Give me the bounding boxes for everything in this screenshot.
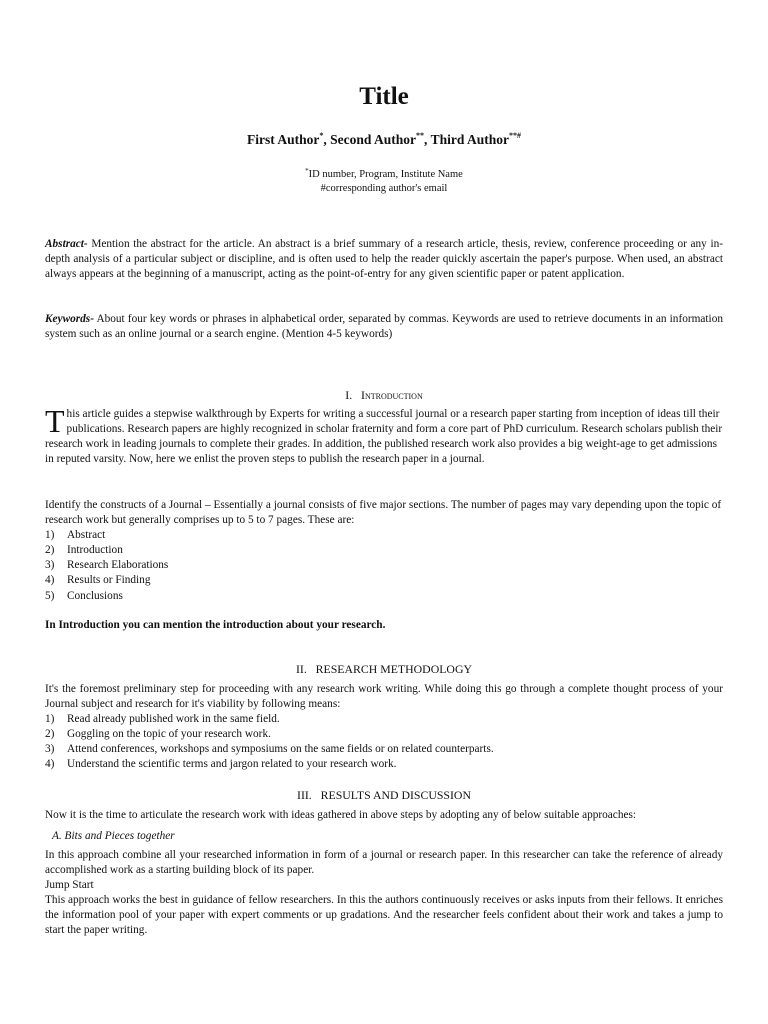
method-paragraph bbox=[45, 682, 723, 773]
section-number: III. bbox=[297, 788, 312, 802]
list-item bbox=[45, 528, 723, 543]
list-number: 4) bbox=[45, 574, 55, 587]
list-number: 3) bbox=[45, 743, 55, 756]
list-item bbox=[45, 589, 723, 604]
paper-title: Title bbox=[359, 83, 409, 110]
results-paragraph-2: In this approach combine all your researched information in form of a journal or research paper. In this researcher can take the reference of already accomplished work as a starting building block of its paper. bbox=[45, 849, 723, 877]
section-title: Introduction bbox=[361, 388, 423, 402]
journal-sections-list bbox=[45, 528, 723, 603]
jump-start-heading: Jump Start bbox=[45, 879, 94, 892]
list-text: Results or Finding bbox=[67, 574, 151, 587]
list-number: 4) bbox=[45, 758, 55, 771]
method-list bbox=[45, 712, 723, 772]
intro-paragraph-1-text: his article guides a stepwise walkthrough by Experts for writing a successful journal or a research paper starting from inception of ideas till their publications. Research papers are highly recognized in scholar fraternity and form a core part of PhD curriculum. Research scholars publish their research work in leading journals to complete their grades. In addition, the published research work also provides a big weight-age to get admissions in reputed varsity. Now, here we enlist the proven steps to publish the research paper in a journal. bbox=[45, 408, 723, 466]
keywords-paragraph bbox=[45, 312, 723, 342]
affiliation-line-1 bbox=[0, 164, 768, 182]
results-body bbox=[45, 848, 723, 939]
list-number: 1) bbox=[45, 529, 55, 542]
section-number: II. bbox=[296, 662, 307, 676]
section-title: RESEARCH METHODOLOGY bbox=[315, 662, 472, 676]
intro-paragraph-2-text: Identify the constructs of a Journal – Essentially a journal consists of five major sections. The number of pages may vary depending upon the topic of research work but generally comprises up to 5 to 7 pages. These are: bbox=[45, 499, 722, 527]
list-text: Attend conferences, workshops and symposiums on the same fields or on related counterparts. bbox=[67, 743, 494, 756]
drop-cap: T bbox=[45, 403, 65, 439]
keywords-label: Keywords- bbox=[45, 313, 94, 325]
list-text: Understand the scientific terms and jargon related to your research work. bbox=[67, 758, 397, 771]
author-2: Second Author bbox=[330, 132, 417, 147]
list-number: 3) bbox=[45, 559, 55, 572]
section-heading-results bbox=[0, 788, 768, 803]
affiliation-line-2: #corresponding author's email bbox=[320, 183, 448, 194]
author-line: First Author*, Second Author**, Third Author**# bbox=[247, 131, 521, 147]
results-paragraph-3: This approach works the best in guidance of fellow researchers. In this the authors continuously receives or asks inputs from their fellows. It enriches the information pool of your paper with expert comments or up gradations. And the researcher feels confident about their work and takes a jump to start the paper writing. bbox=[45, 894, 723, 937]
abstract-paragraph bbox=[45, 237, 723, 282]
list-text: Goggling on the topic of your research work. bbox=[67, 728, 271, 741]
list-item bbox=[45, 712, 723, 727]
intro-note: In Introduction you can mention the introduction about your research. bbox=[45, 619, 386, 631]
keywords-text: About four key words or phrases in alphabetical order, separated by commas. Keywords are used to retrieve documents in an information system such as an online journal or a search engine. (Mention 4-5 keywords) bbox=[45, 313, 723, 341]
list-text: Abstract bbox=[67, 529, 106, 542]
author-3: Third Author bbox=[430, 132, 509, 147]
author-3-mark: **# bbox=[508, 131, 521, 140]
abstract-label: Abstract- bbox=[45, 238, 88, 250]
author-1-mark: * bbox=[319, 131, 324, 140]
section-number: I. bbox=[345, 388, 353, 402]
list-item bbox=[45, 742, 723, 757]
list-item bbox=[45, 727, 723, 742]
intro-paragraph-1 bbox=[45, 403, 723, 467]
list-text: Introduction bbox=[67, 544, 123, 557]
list-number: 2) bbox=[45, 728, 55, 741]
list-item bbox=[45, 573, 723, 588]
list-item bbox=[45, 757, 723, 772]
section-heading-introduction bbox=[0, 388, 768, 403]
intro-paragraph-2 bbox=[45, 498, 723, 604]
author-1: First Author bbox=[247, 132, 320, 147]
abstract-text: Mention the abstract for the article. An abstract is a brief summary of a research article, thesis, review, conference proceeding or any in-depth analysis of a particular subject or discipline, and is often used to help the reader quickly ascertain the paper's purpose. When used, an abstract always appears at the beginning of a manuscript, acting as the point-of-entry for any given scientific paper or patent application. bbox=[45, 238, 723, 281]
section-title: RESULTS AND DISCUSSION bbox=[320, 788, 471, 802]
list-text: Research Elaborations bbox=[67, 559, 169, 572]
list-item bbox=[45, 558, 723, 573]
method-paragraph-text: It's the foremost preliminary step for proceeding with any research work writing. While doing this go through a complete thought process of your Journal subject and research for it's viability by following means: bbox=[45, 683, 723, 711]
affiliation bbox=[0, 164, 768, 196]
list-number: 5) bbox=[45, 589, 55, 602]
affiliation-mark: * bbox=[305, 167, 309, 175]
list-number: 2) bbox=[45, 544, 55, 557]
list-number: 1) bbox=[45, 713, 55, 726]
author-2-mark: ** bbox=[416, 131, 425, 140]
subsection-heading-a: A. Bits and Pieces together bbox=[52, 830, 175, 842]
section-heading-methodology bbox=[0, 662, 768, 677]
list-text: Conclusions bbox=[67, 589, 123, 602]
list-item bbox=[45, 543, 723, 558]
list-text: Read already published work in the same field. bbox=[67, 713, 280, 726]
results-paragraph-1: Now it is the time to articulate the research work with ideas gathered in above steps by adopting any of below suitable approaches: bbox=[45, 809, 637, 821]
affiliation-text: ID number, Program, Institute Name bbox=[308, 169, 463, 180]
